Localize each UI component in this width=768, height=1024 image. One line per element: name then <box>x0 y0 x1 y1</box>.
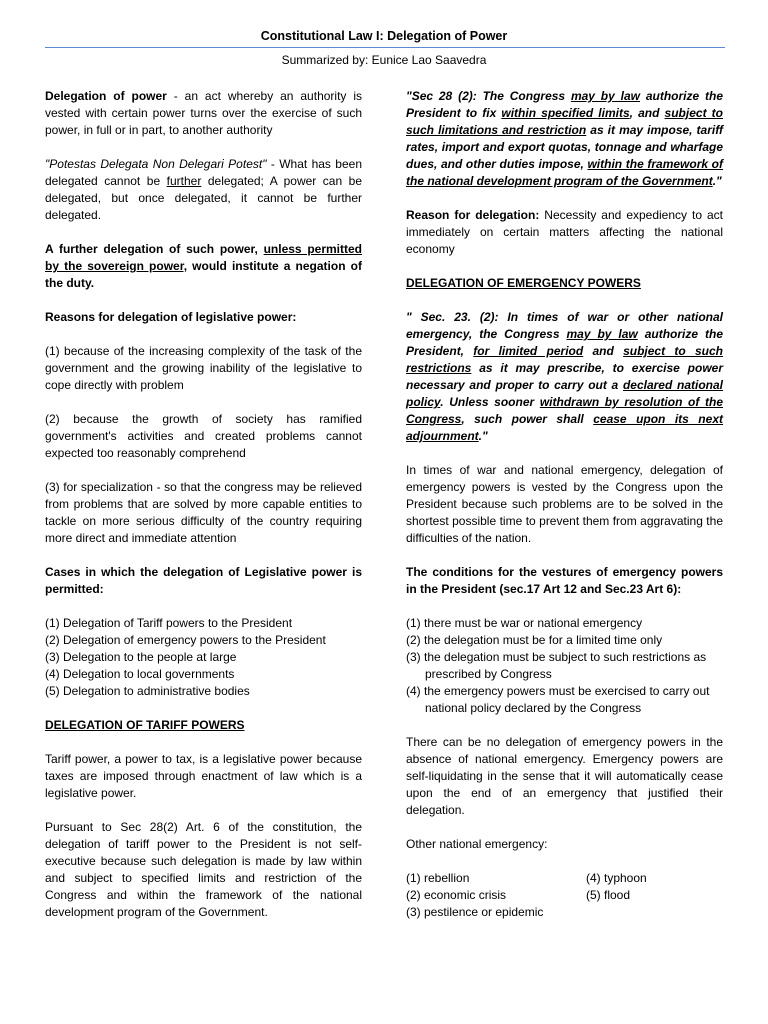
reasons-heading: Reasons for delegation of legislative power: <box>45 310 297 324</box>
conditions-heading: The conditions for the vestures of emergency powers in the President (sec.17 Art 12 and Sec.23 Art 6): <box>406 565 723 596</box>
other-emergency-list <box>406 870 723 921</box>
list-item: (3) pestilence or epidemic <box>406 905 544 919</box>
tariff-paragraph: Tariff power, a power to tax, is a legislative power because taxes are imposed through enactment of law which is a legislative power. <box>45 752 362 800</box>
tariff-paragraph: Pursuant to Sec 28(2) Art. 6 of the constitution, the delegation of tariff power to the President is not self-executive because such delegation is made by law within and subject to specified limits and restriction of the Congress and within the framework of the national development program of the Government. <box>45 820 362 919</box>
reason-item: (1) because of the increasing complexity of the task of the government and the growing inability of the legislative to cope directly with problem <box>45 344 362 392</box>
document-title: Constitutional Law I: Delegation of Power <box>260 29 508 43</box>
war-paragraph: In times of war and national emergency, delegation of emergency powers is vested by the Congress upon the President because such problems are to be solved in the shortest possible time to prevent them from aggravating the difficulties of the nation. <box>406 463 723 545</box>
emergency-heading: DELEGATION OF EMERGENCY POWERS <box>406 276 641 290</box>
list-item: (1) rebellion <box>406 871 470 885</box>
list-item: (1) there must be war or national emergency <box>406 616 643 630</box>
no-delegation-paragraph: There can be no delegation of emergency powers in the absence of national emergency. Emergency powers are self-liquidating in the sense that it will automatically cease upon the end of an emergency that justified their delegation. <box>406 735 723 817</box>
author-line: Summarized by: Eunice Lao Saavedra <box>281 53 487 67</box>
list-item: (4) the emergency powers must be exercised to carry out national policy declared by the Congress <box>406 684 710 715</box>
list-item: (4) typhoon <box>586 871 647 885</box>
latin-maxim: "Potestas Delegata Non Delegari Potest" <box>45 157 267 171</box>
delegation-definition: Delegation of power - an act whereby an authority is vested with certain power turns over the exercise of such power, in full or in part, to another authority <box>45 89 362 137</box>
list-item: (1) Delegation of Tariff powers to the President <box>45 616 293 630</box>
list-item: (3) the delegation must be subject to such restrictions as prescribed by Congress <box>406 650 707 681</box>
sec28-quote: "Sec 28 (2): The Congress may by law authorize the President to fix within specified limits, and subject to such limitations and restriction as it may impose, tariff rates, import and export quotas, tonnage and wharfage dues, and other duties impose, within the framework of the national development program of the Government." <box>406 89 724 188</box>
cases-heading: Cases in which the delegation of Legislative power is permitted: <box>45 565 362 596</box>
other-emergency-heading: Other national emergency: <box>406 837 548 851</box>
list-item: (2) economic crisis <box>406 888 507 902</box>
list-item: (2) Delegation of emergency powers to the President <box>45 633 326 647</box>
title-divider <box>45 47 725 48</box>
list-item: (4) Delegation to local governments <box>45 667 235 681</box>
term: Delegation of power <box>45 89 167 103</box>
right-column <box>406 88 723 938</box>
left-column <box>45 88 362 938</box>
reason-item: (2) because the growth of society has ramified government's activities and created problems cannot expected too reasonably comprehend <box>45 412 362 460</box>
maxim-paragraph: "Potestas Delegata Non Delegari Potest" - What has been delegated cannot be further delegated; A power can be delegated, but once delegated, it cannot be further delegated. <box>45 157 362 222</box>
cases-list <box>45 615 362 700</box>
list-item: (2) the delegation must be for a limited time only <box>406 633 663 647</box>
reason-item: (3) for specialization - so that the congress may be relieved from problems that are solved by more capable entities to tackle on more serious difficulty of the country requiring more direct and immediate attention <box>45 480 362 545</box>
further-delegation-paragraph: A further delegation of such power, unless permitted by the sovereign power, would institute a negation of the duty. <box>45 242 362 290</box>
conditions-list <box>406 615 723 717</box>
list-item: (3) Delegation to the people at large <box>45 650 237 664</box>
list-item: (5) flood <box>586 888 631 902</box>
list-item: (5) Delegation to administrative bodies <box>45 684 250 698</box>
tariff-heading: DELEGATION OF TARIFF POWERS <box>45 718 245 732</box>
reason-for-delegation: Reason for delegation: Necessity and expediency to act immediately on certain matters affecting the national economy <box>406 208 724 256</box>
sec23-quote: " Sec. 23. (2): In times of war or other national emergency, the Congress may by law authorize the President, for limited period and subject to such restrictions as it may prescribe, to exercise power necessary and proper to carry out a declared national policy. Unless sooner withdrawn by resolution of the Congress, such power shall cease upon its next adjournment." <box>406 310 724 443</box>
